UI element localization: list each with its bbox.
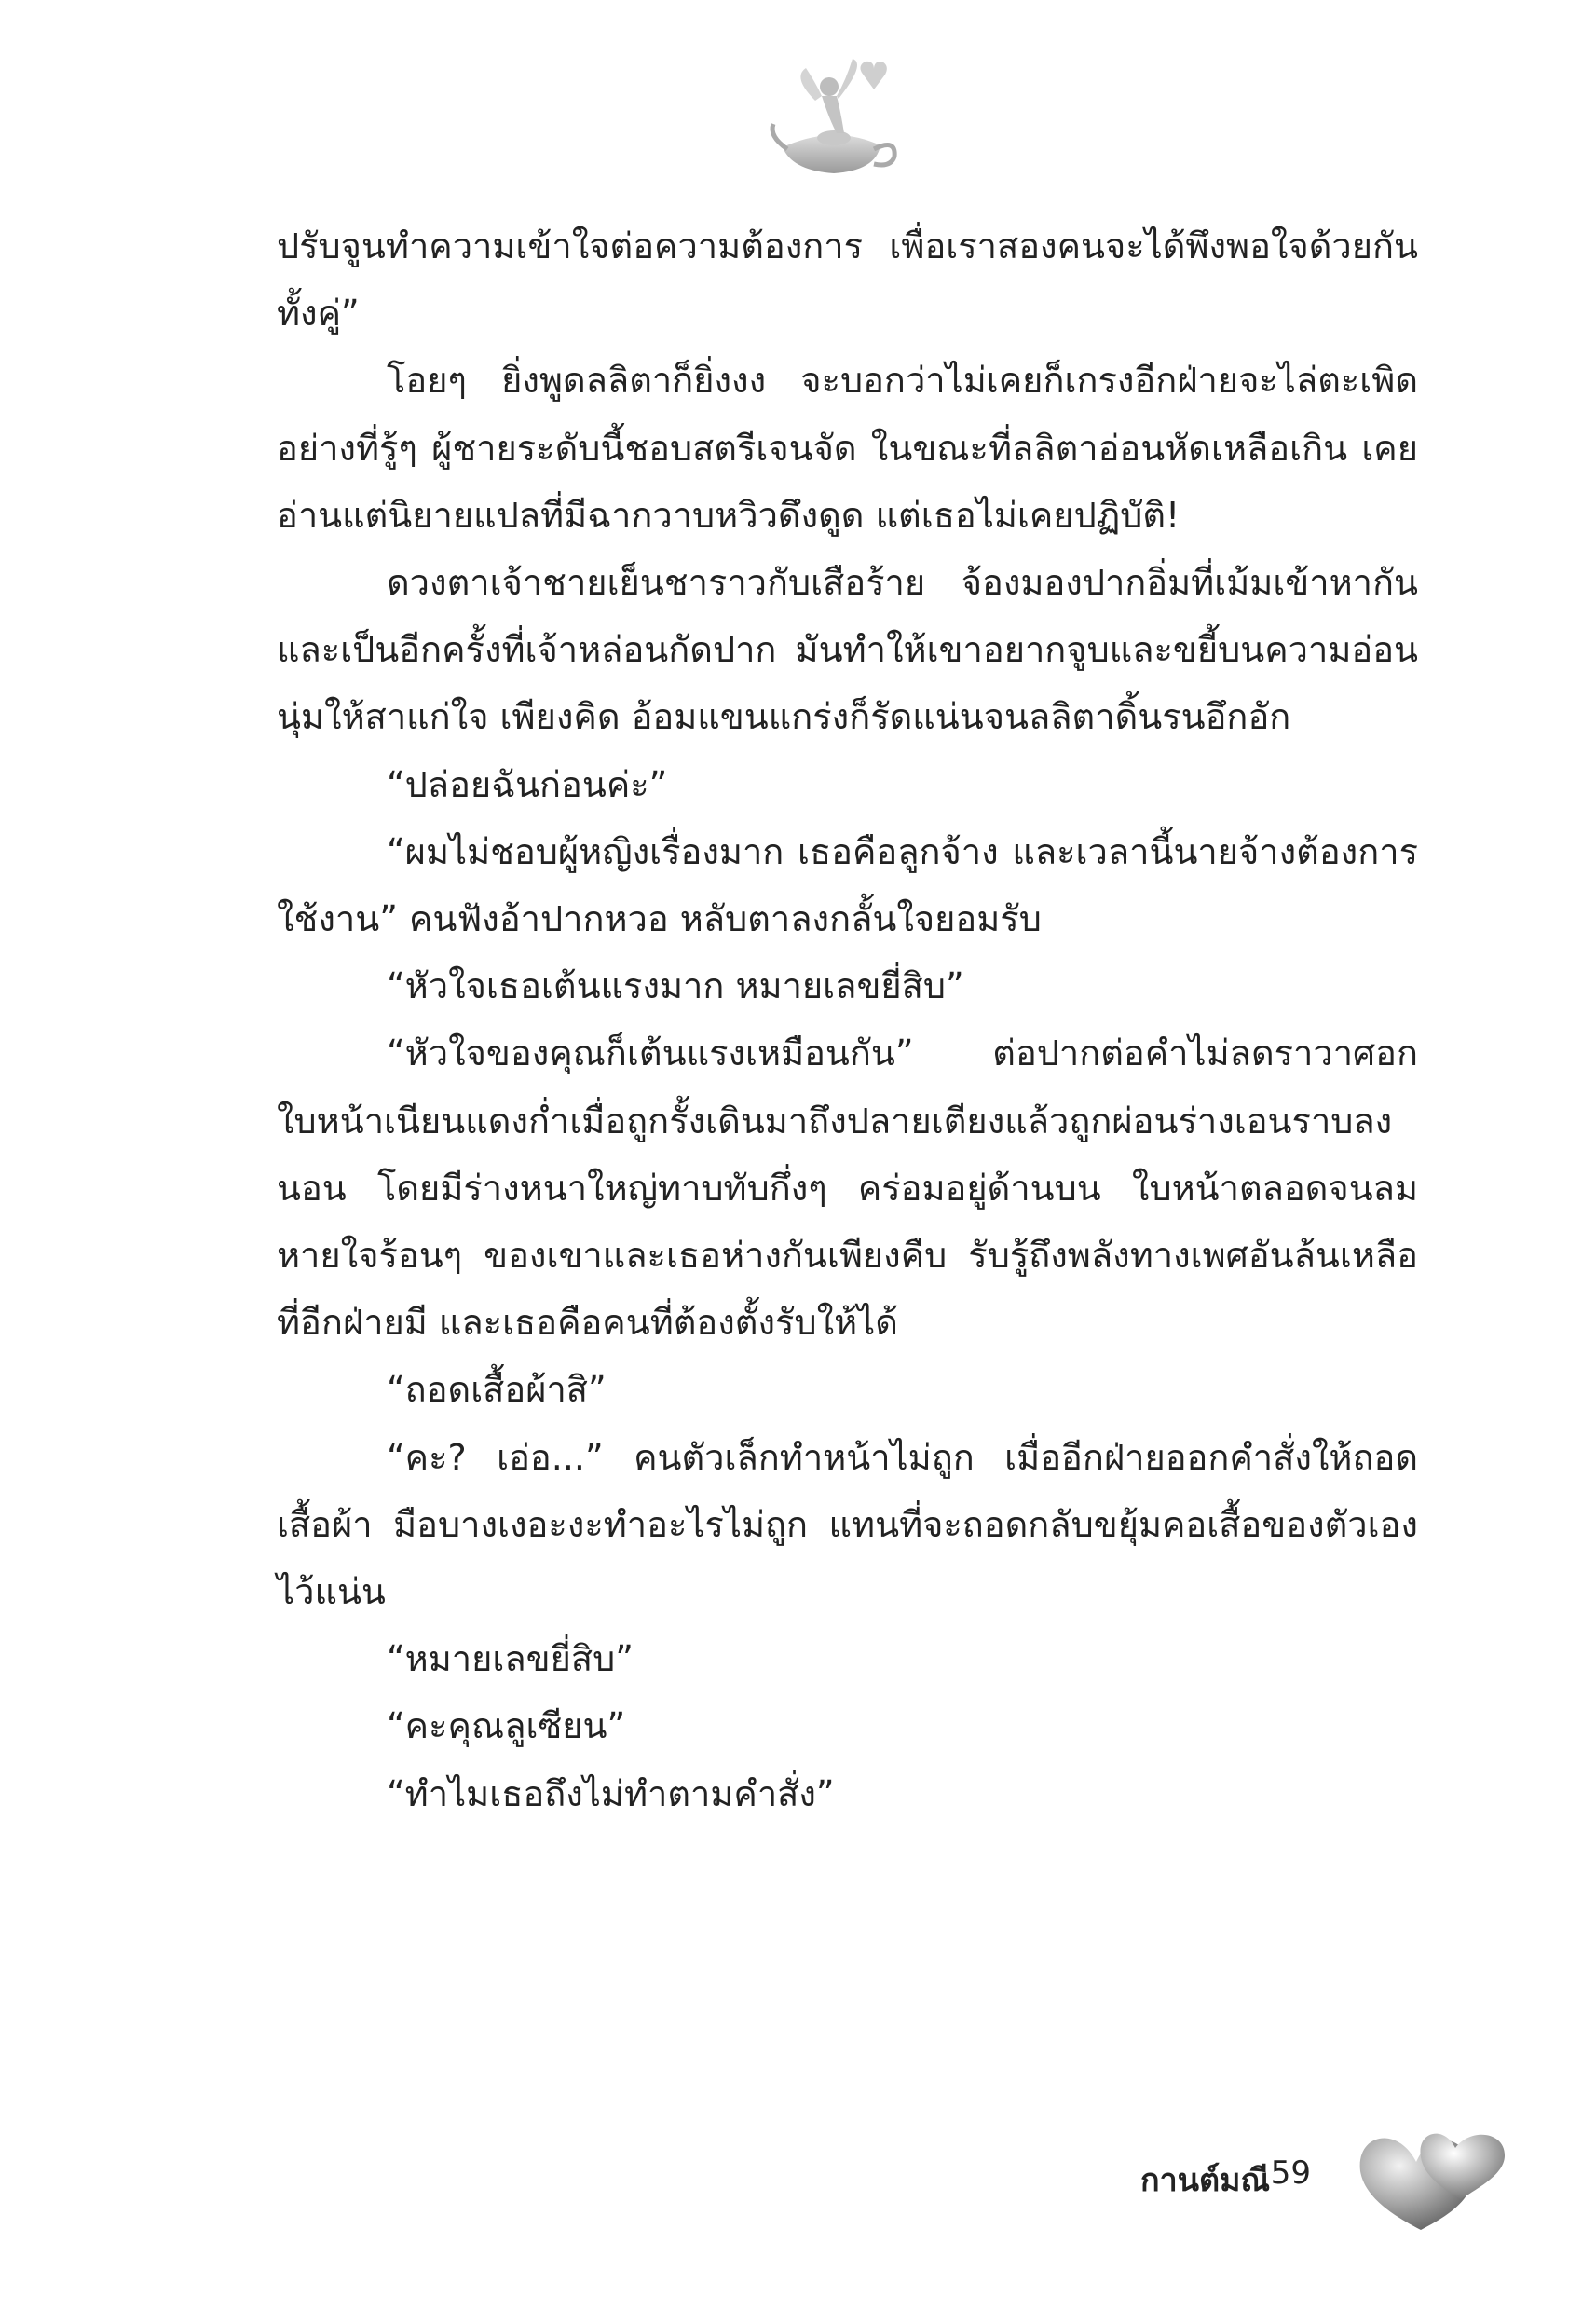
paragraph: “หัวใจเธอเต้นแรงมาก หมายเลขยี่สิบ” xyxy=(387,965,964,1007)
paragraph: ดวงตาเจ้าชายเย็นชาราวกับเสือร้าย จ้องมองปากอิ่มที่เม้มเข้าหากัน และเป็นอีกครั้งที่เจ้าหล่อนกัดปาก มันทำให้เขาอยากจูบและขยี้บนความอ่อนนุ่มให้สาแก่ใจ เพียงคิด อ้อมแขนแกร่งก็รัดแน่นจนลลิตาดิ้นรนอึกอัก xyxy=(277,562,1418,738)
paragraph: “คะ? เอ่อ...” คนตัวเล็กทำหน้าไม่ถูก เมื่ออีกฝ่ายออกคำสั่งให้ถอดเสื้อผ้า มือบางเงอะงะทำอะไรไม่ถูก แทนที่จะถอดกลับขยุ้มคอเสื้อของตัวเองไว้แน่น xyxy=(277,1436,1418,1613)
paragraph: “ปล่อยฉันก่อนค่ะ” xyxy=(387,763,668,805)
paragraph: “ถอดเสื้อผ้าสิ” xyxy=(387,1369,607,1411)
paragraph: “ทำไมเธอถึงไม่ทำตามคำสั่ง” xyxy=(387,1772,835,1814)
paragraph: “ผมไม่ชอบผู้หญิงเรื่องมาก เธอคือลูกจ้าง และเวลานี้นายจ้างต้องการใช้งาน” คนฟังอ้าปากหวอ หลับตาลงกลั้นใจยอมรับ xyxy=(277,830,1418,940)
cupid-teapot-logo-icon xyxy=(764,45,904,185)
page-body xyxy=(277,212,1418,1827)
paragraph: “คะคุณลูเซียน” xyxy=(387,1705,626,1747)
paragraph: “หัวใจของคุณก็เต้นแรงเหมือนกัน” ต่อปากต่อคำไม่ลดราวาศอกใบหน้าเนียนแดงก่ำเมื่อถูกรั้งเดินมาถึงปลายเตียงแล้วถูกผ่อนร่างเอนราบลงนอน โดยมีร่างหนาใหญ่ทาบทับกึ่งๆ คร่อมอยู่ด้านบน ใบหน้าตลอดจนลมหายใจร้อนๆ ของเขาและเธอห่างกันเพียงคืบ รับรู้ถึงพลังทางเพศอันล้นเหลือที่อีกฝ่ายมี และเธอคือคนที่ต้องตั้งรับให้ได้ xyxy=(277,1032,1418,1344)
silver-hearts-icon xyxy=(1351,2120,1514,2241)
paragraph: ปรับจูนทำความเข้าใจต่อความต้องการ เพื่อเราสองคนจะได้พึงพอใจด้วยกันทั้งคู่” xyxy=(277,226,1418,335)
paragraph: “หมายเลขยี่สิบ” xyxy=(387,1638,634,1680)
footer-author: กานต์มณี xyxy=(1140,2162,1270,2199)
paragraph: โอยๆ ยิ่งพูดลลิตาก็ยิ่งงง จะบอกว่าไม่เคยก็เกรงอีกฝ่ายจะไล่ตะเพิด อย่างที่รู้ๆ ผู้ชายระดับนี้ชอบสตรีเจนจัด ในขณะที่ลลิตาอ่อนหัดเหลือเกิน เคยอ่านแต่นิยายแปลที่มีฉากวาบหวิวดึงดูด แต่เธอไม่เคยปฏิบัติ! xyxy=(277,360,1418,536)
page-number: 59 xyxy=(1270,2154,1311,2192)
